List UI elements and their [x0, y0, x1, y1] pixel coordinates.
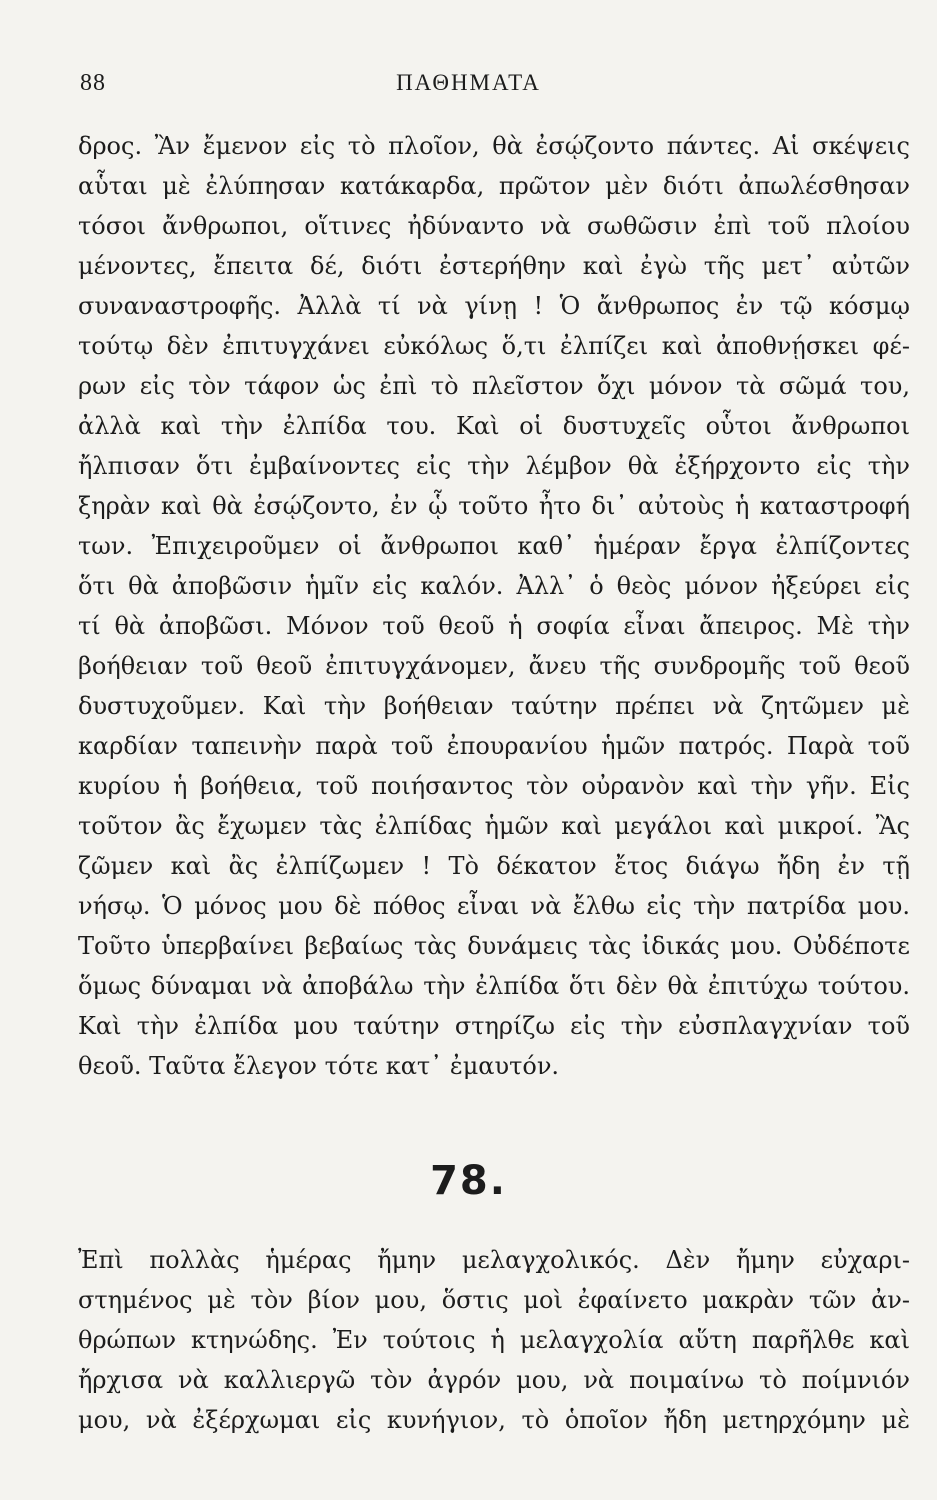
text-line: των. Ἐπιχειροῦμεν οἱ ἄνθρωποι καθ᾽ ἡμέραν ἔργα ἐλπίζοντες: [78, 532, 910, 560]
text-line: ἀλλὰ καὶ τὴν ἐλπίδα του. Καὶ οἱ δυστυχεῖς οὗτοι ἄνθρωποι: [78, 412, 910, 440]
text-line: νήσῳ. Ὁ μόνος μου δὲ πόθος εἶναι νὰ ἔλθω εἰς τὴν πατρίδα μου.: [78, 892, 910, 920]
text-line: αὗται μὲ ἐλύπησαν κατάκαρδα, πρῶτον μὲν διότι ἀπωλέσθησαν: [78, 172, 910, 200]
text-line: τούτῳ δὲν ἐπιτυγχάνει εὐκόλως ὅ,τι ἐλπίζει καὶ ἀποθνῄσκει φέ-: [78, 332, 910, 360]
text-line: τοῦτον ἂς ἔχωμεν τὰς ἐλπίδας ἡμῶν καὶ μεγάλοι καὶ μικροί. Ἂς: [78, 812, 910, 840]
text-line: Τοῦτο ὑπερβαίνει βεβαίως τὰς δυνάμεις τὰς ἰδικάς μου. Οὐδέποτε: [78, 932, 910, 960]
text-line: μένοντες, ἔπειτα δέ, διότι ἐστερήθην καὶ ἐγὼ τῆς μετ᾽ αὐτῶν: [78, 252, 910, 280]
text-line: δυστυχοῦμεν. Καὶ τὴν βοήθειαν ταύτην πρέπει νὰ ζητῶμεν μὲ: [78, 692, 910, 720]
section-number: 78.: [430, 1158, 507, 1204]
text-line: ζῶμεν καὶ ἂς ἐλπίζωμεν ! Τὸ δέκατον ἔτος διάγω ἤδη ἐν τῇ: [78, 852, 910, 880]
text-line: ἤλπισαν ὅτι ἐμβαίνοντες εἰς τὴν λέμβον θὰ ἐξήρχοντο εἰς τὴν: [78, 452, 910, 480]
text-block-2: [78, 1240, 910, 1440]
text-line: Καὶ τὴν ἐλπίδα μου ταύτην στηρίζω εἰς τὴν εὐσπλαγχνίαν τοῦ: [78, 1012, 910, 1040]
text-line: τόσοι ἄνθρωποι, οἵτινες ἠδύναντο νὰ σωθῶσιν ἐπὶ τοῦ πλοίου: [78, 212, 910, 240]
running-title: ΠΑΘΗΜΑΤΑ: [396, 70, 541, 95]
text-line: μου, νὰ ἐξέρχωμαι εἰς κυνήγιον, τὸ ὁποῖον ἤδη μετηρχόμην μὲ: [78, 1406, 910, 1434]
text-line: ρων εἰς τὸν τάφον ὡς ἐπὶ τὸ πλεῖστον ὄχι μόνον τὰ σῶμά του,: [78, 372, 910, 400]
text-line: ὅτι θὰ ἀποβῶσιν ἡμῖν εἰς καλόν. Ἀλλ᾽ ὁ θεὸς μόνον ἠξεύρει εἰς: [78, 572, 910, 600]
text-line: ὅμως δύναμαι νὰ ἀποβάλω τὴν ἐλπίδα ὅτι δὲν θὰ ἐπιτύχω τούτου.: [78, 972, 910, 1000]
text-line: Ἐπὶ πολλὰς ἡμέρας ἤμην μελαγχολικός. Δὲν ἤμην εὐχαρι-: [78, 1246, 910, 1274]
text-line: θρώπων κτηνώδης. Ἐν τούτοις ἡ μελαγχολία αὕτη παρῆλθε καὶ: [78, 1326, 910, 1354]
text-line: στημένος μὲ τὸν βίον μου, ὅστις μοὶ ἐφαίνετο μακρὰν τῶν ἀν-: [78, 1286, 910, 1314]
text-line: ξηρὰν καὶ θὰ ἐσῴζοντο, ἐν ᾧ τοῦτο ἦτο δι᾽ αὐτοὺς ἡ καταστροφή: [78, 492, 910, 520]
page-number: 88: [80, 70, 106, 96]
text-line: ἤρχισα νὰ καλλιεργῶ τὸν ἀγρόν μου, νὰ ποιμαίνω τὸ ποίμνιόν: [78, 1366, 910, 1394]
text-line: βοήθειαν τοῦ θεοῦ ἐπιτυγχάνομεν, ἄνευ τῆς συνδρομῆς τοῦ θεοῦ: [78, 652, 910, 680]
text-line: τί θὰ ἀποβῶσι. Μόνον τοῦ θεοῦ ἡ σοφία εἶναι ἄπειρος. Μὲ τὴν: [78, 612, 910, 640]
text-line: συναναστροφῆς. Ἀλλὰ τί νὰ γίνῃ ! Ὁ ἄνθρωπος ἐν τῷ κόσμῳ: [78, 292, 910, 320]
text-line: θεοῦ. Ταῦτα ἔλεγον τότε κατ᾽ ἐμαυτόν.: [78, 1052, 560, 1080]
text-line: δρος. Ἂν ἔμενον εἰς τὸ πλοῖον, θὰ ἐσῴζοντο πάντες. Αἱ σκέψεις: [78, 132, 910, 160]
text-line: καρδίαν ταπεινὴν παρὰ τοῦ ἐπουρανίου ἡμῶν πατρός. Παρὰ τοῦ: [78, 732, 910, 760]
text-line: κυρίου ἡ βοήθεια, τοῦ ποιήσαντος τὸν οὐρανὸν καὶ τὴν γῆν. Εἰς: [78, 772, 910, 800]
text-block-1: [78, 126, 910, 1086]
page-header: [78, 70, 859, 104]
